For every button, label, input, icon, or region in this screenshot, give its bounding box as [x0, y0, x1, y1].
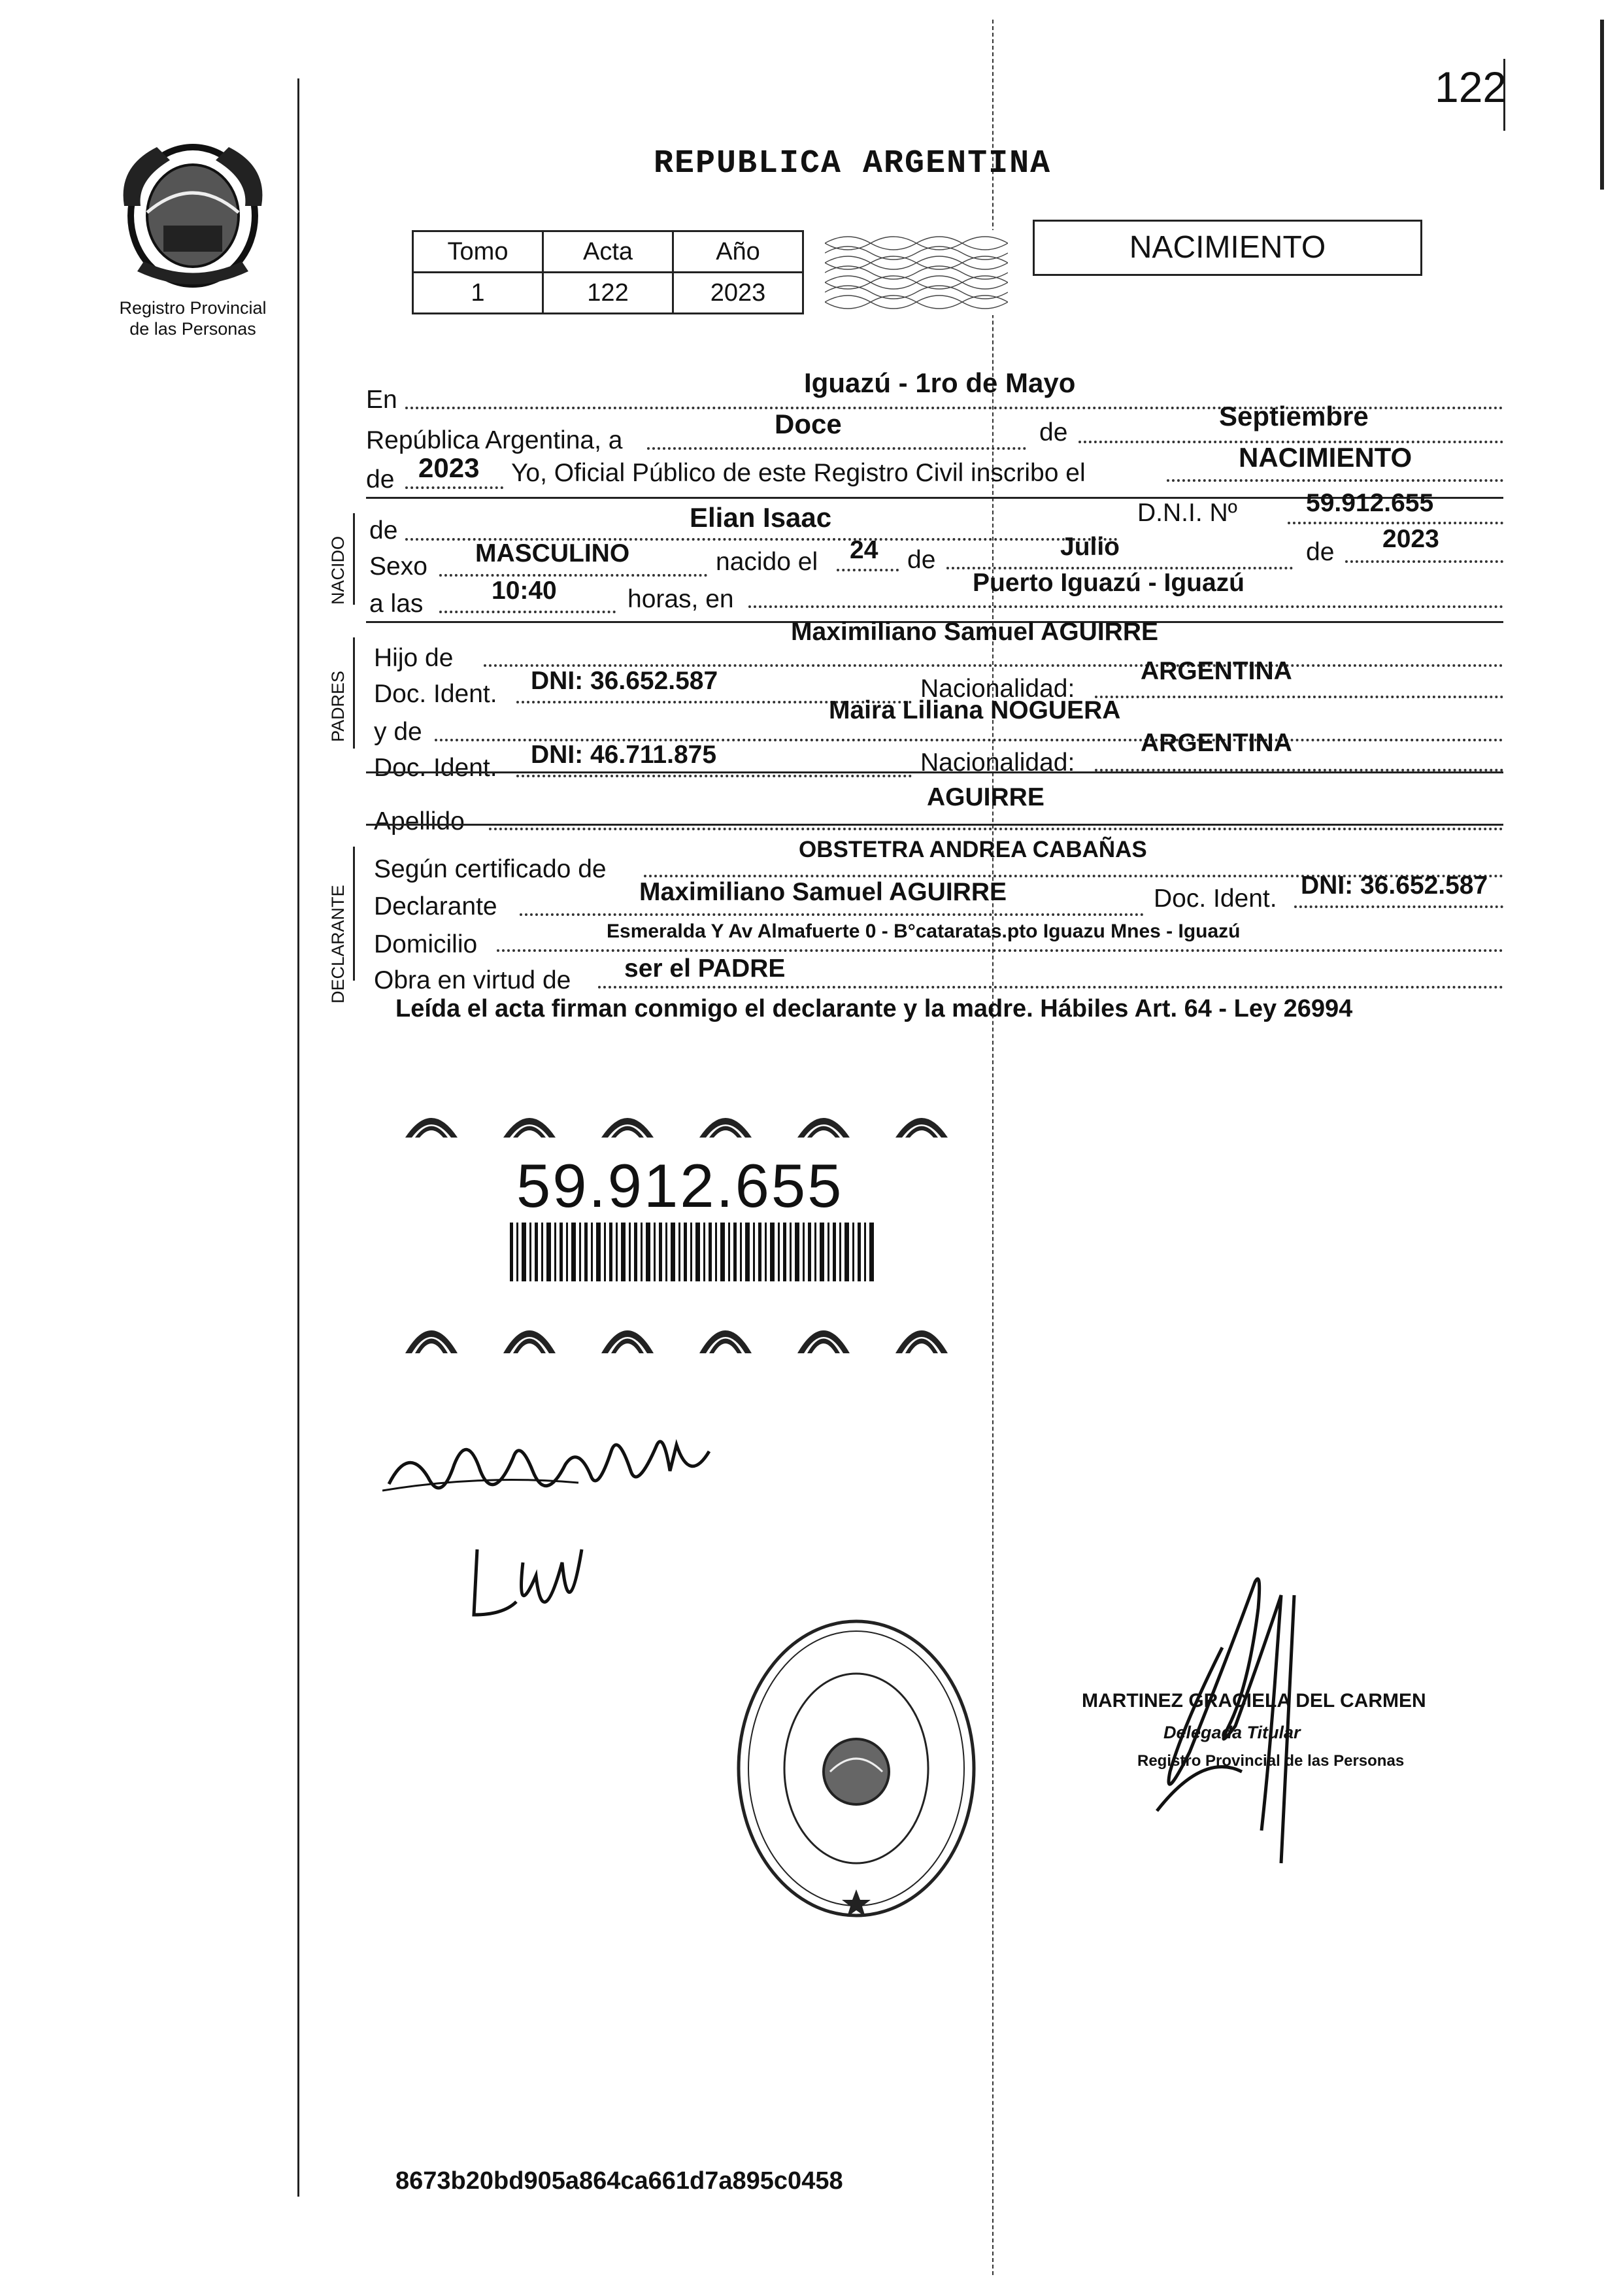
nacido-de-label: de — [369, 516, 398, 545]
padre-nacionalidad-value: ARGENTINA — [1141, 657, 1292, 685]
dia-value: 24 — [850, 536, 878, 564]
apellido-value: AGUIRRE — [927, 783, 1044, 811]
tomo-value: 1 — [413, 273, 543, 314]
certificado-value: OBSTETRA ANDREA CABAÑAS — [799, 837, 1147, 862]
reference-table — [412, 230, 804, 314]
page-number: 122 — [1435, 63, 1507, 111]
padres-section-label: PADRES — [328, 670, 348, 742]
hora-value: 10:40 — [492, 577, 557, 605]
anio-de-label: de — [1306, 538, 1335, 566]
mes-de-label: de — [907, 546, 936, 574]
anio-line — [1345, 560, 1503, 563]
padres-bracket — [353, 637, 355, 749]
anio-label: Año — [673, 231, 803, 273]
day-value: Doce — [775, 409, 842, 439]
horas-en-label: horas, en — [627, 585, 734, 613]
lugar-value: Puerto Iguazú - Iguazú — [973, 569, 1245, 597]
padre-doc-label: Doc. Ident. — [374, 680, 497, 708]
declarante-doc-value: DNI: 36.652.587 — [1301, 871, 1488, 900]
madre-nacionalidad-value: ARGENTINA — [1141, 729, 1292, 757]
declarante-label: Declarante — [374, 892, 497, 920]
fingerprint-pattern-bottom — [405, 1330, 948, 1353]
a-las-label: a las — [369, 590, 424, 618]
nacido-bracket — [353, 513, 355, 605]
sexo-value: MASCULINO — [475, 539, 630, 567]
official-role: Delegada Titular — [1163, 1723, 1301, 1742]
declarant-signature — [382, 1406, 748, 1517]
padre-nacionalidad-label: Nacionalidad: — [920, 675, 1075, 703]
official-office: Registro Provincial de las Personas — [1137, 1752, 1405, 1770]
year-line — [405, 486, 503, 489]
year-value: 2023 — [418, 452, 480, 483]
registry-name-line1: Registro Provincial — [119, 298, 267, 318]
declarante-section-label: DECLARANTE — [328, 885, 348, 1004]
acta-label: Acta — [543, 231, 673, 273]
day-line — [647, 447, 1026, 450]
certificado-label: Según certificado de — [374, 855, 607, 883]
hijo-de-label: Hijo de — [374, 644, 454, 672]
record-type-box: NACIMIENTO — [1033, 220, 1422, 276]
nacido-el-label: nacido el — [716, 548, 818, 576]
barcode-block — [392, 1098, 994, 1360]
declarante-line — [520, 913, 1144, 916]
apellido-line — [489, 828, 1503, 830]
de-label-year: de — [366, 465, 395, 494]
document-hash: 8673b20bd905a864ca661d7a895c0458 — [395, 2167, 843, 2195]
section-separator-4 — [366, 824, 1503, 826]
declarante-value: Maximiliano Samuel AGUIRRE — [639, 878, 1007, 906]
security-guilloche-pattern — [825, 230, 1008, 315]
inscribo-value: NACIMIENTO — [1239, 442, 1412, 473]
official-text: Yo, Oficial Público de este Registro Civil inscribo el — [511, 459, 1086, 487]
en-label: En — [366, 386, 397, 414]
declarante-doc-line — [1294, 905, 1503, 908]
mother-signature — [464, 1536, 608, 1641]
madre-doc-label: Doc. Ident. — [374, 754, 497, 782]
dni-line — [1288, 522, 1503, 524]
declarante-doc-label: Doc. Ident. — [1154, 885, 1277, 913]
dni-label: D.N.I. Nº — [1137, 499, 1237, 527]
sexo-line — [439, 574, 707, 577]
official-seal — [732, 1615, 980, 1922]
madre-nacionalidad-label: Nacionalidad: — [920, 749, 1075, 777]
document-title: REPUBLICA ARGENTINA — [654, 145, 1052, 182]
barcode-bars — [510, 1223, 874, 1281]
republica-label: República Argentina, a — [366, 426, 623, 454]
domicilio-value: Esmeralda Y Av Almafuerte 0 - B°cataratas.pto Iguazu Mnes - Iguazú — [607, 920, 1241, 942]
dia-line — [837, 569, 899, 571]
official-name: MARTINEZ GRACIELA DEL CARMEN — [1082, 1690, 1426, 1712]
obra-label: Obra en virtud de — [374, 966, 571, 994]
misiones-coat-of-arms-logo — [111, 134, 275, 297]
domicilio-line — [497, 949, 1503, 952]
madre-doc-line — [516, 775, 912, 777]
nacido-section-label: NACIDO — [328, 535, 348, 605]
padre-doc-value: DNI: 36.652.587 — [531, 667, 718, 695]
inscribo-line — [1167, 479, 1503, 482]
anio-value: 2023 — [1382, 525, 1439, 553]
barcode-number: 59.912.655 — [516, 1151, 844, 1220]
sexo-label: Sexo — [369, 552, 427, 581]
nacido-name-value: Elian Isaac — [690, 502, 832, 533]
hora-line — [439, 611, 616, 613]
registry-name — [78, 297, 307, 339]
month-value: Septiembre — [1219, 401, 1369, 431]
domicilio-label: Domicilio — [374, 930, 478, 958]
declarante-bracket — [353, 847, 355, 981]
madre-doc-value: DNI: 46.711.875 — [531, 741, 717, 769]
left-margin-line — [297, 78, 299, 2197]
padre-value: Maximiliano Samuel AGUIRRE — [791, 618, 1159, 646]
apellido-label: Apellido — [374, 807, 465, 836]
obra-value: ser el PADRE — [624, 954, 786, 983]
acta-value: 122 — [543, 273, 673, 314]
padre-nacionalidad-line — [1095, 696, 1503, 698]
mes-value: Julio — [1060, 533, 1120, 561]
de-label-month: de — [1039, 418, 1068, 447]
anio-value: 2023 — [673, 273, 803, 314]
dni-value: 59.912.655 — [1306, 489, 1434, 517]
fingerprint-pattern-top — [405, 1118, 948, 1138]
closing-text: Leída el acta firman conmigo el declarante y la madre. Hábiles Art. 64 - Ley 26994 — [395, 995, 1353, 1022]
tomo-label: Tomo — [413, 231, 543, 273]
registry-name-line2: de las Personas — [129, 319, 256, 339]
madre-value: Maira Liliana NOGUERA — [829, 696, 1121, 724]
obra-line — [598, 986, 1503, 988]
scan-edge-line — [1600, 20, 1604, 190]
section-separator-3 — [366, 771, 1503, 773]
place-value: Iguazú - 1ro de Mayo — [804, 367, 1076, 398]
lugar-line — [748, 605, 1503, 608]
y-de-label: y de — [374, 718, 422, 746]
